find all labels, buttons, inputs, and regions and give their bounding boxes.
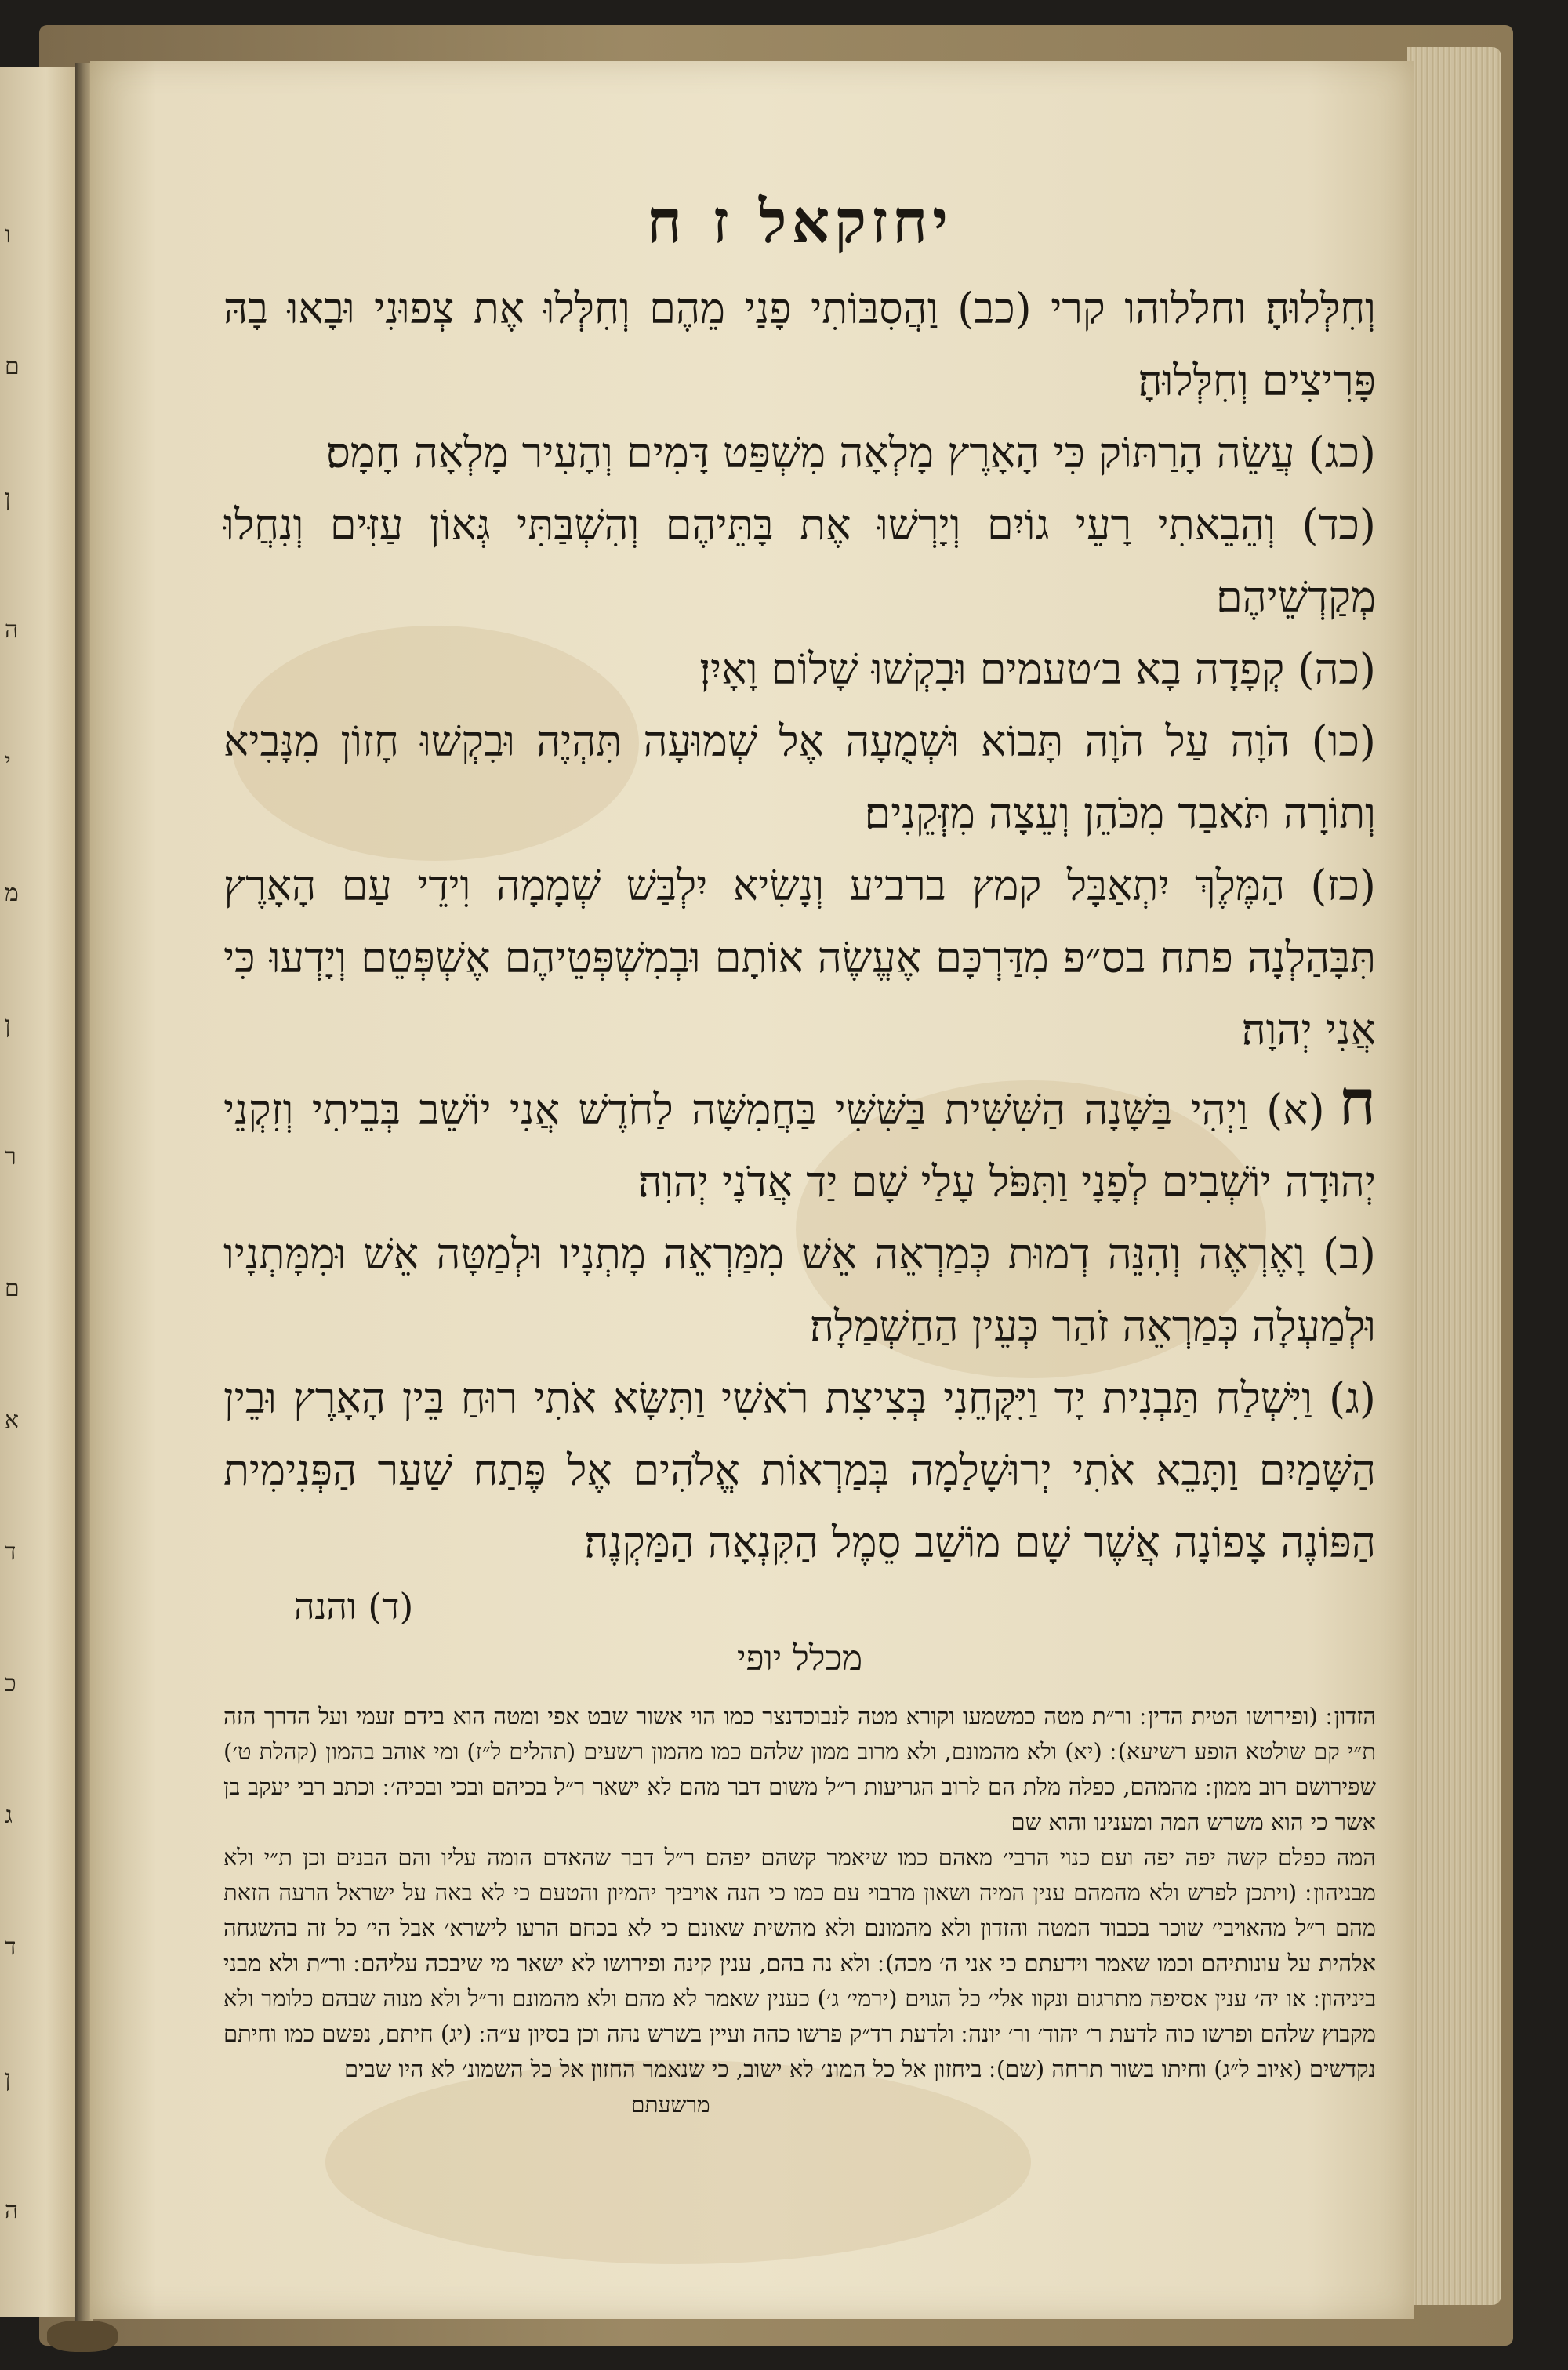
commentary-text bbox=[223, 1699, 1376, 2087]
verse: (א) וַיְהִי בַּשָּׁנָה הַשִּׁשִּׁית בַּשִּׁשִּׁי בַּחֲמִשָּׁה לַחֹדֶשׁ אֲנִי יוֹשֵׁב בְּבֵיתִי וְזִקְנֵי יְהוּדָה יוֹשְׁבִים לְפָנָי וַתִּפֹּל עָלַי שָׁם יַד אֲדֹנָי יְהוִה׃ bbox=[223, 1085, 1376, 1207]
left-page-letter: ה bbox=[5, 616, 19, 644]
left-page-letter: ן bbox=[5, 485, 11, 512]
commentary-catchword: מרשעתם bbox=[631, 2092, 710, 2118]
scripture-text bbox=[223, 273, 1376, 1579]
running-head: יחזקאל ז ח bbox=[646, 187, 953, 256]
verse: (כו) הֹוָה עַל הֹוָה תָּבוֹא וּשְׁמֻעָה אֶל שְׁמוּעָה תִּהְיֶה וּבִקְשׁוּ חָזוֹן מִנָּבִיא וְתוֹרָה תֹּאבַד מִכֹּהֵן וְעֵצָה מִזְּקֵנִים׃ bbox=[223, 717, 1376, 838]
verse: (ג) וַיִּשְׁלַח תַּבְנִית יָד וַיִּקָּחֵנִי בְּצִיצִת רֹאשִׁי וַתִּשָּׂא אֹתִי רוּחַ בֵּין הָאָרֶץ וּבֵין הַשָּׁמַיִם וַתָּבֵא אֹתִי יְרוּשָׁלַמָה בְּמַרְאוֹת אֱלֹהִים אֶל פֶּתַח שַׁעַר הַפְּנִימִית הַפּוֹנֶה צָפוֹנָה אֲשֶׁר שָׁם מוֹשַׁב סֵמֶל הַקִּנְאָה הַמַּקְנֶה׃ bbox=[223, 1374, 1376, 1567]
verse: (כד) וְהֵבֵאתִי רָעֵי גוֹיִם וְיָרְשׁוּ אֶת בָּתֵּיהֶם וְהִשְׁבַּתִּי גְּאוֹן עַזִּים וְנִחֲלוּ מְקַדְשֵׁיהֶם׃ bbox=[223, 500, 1376, 622]
verse: (ב) וָאֶרְאֶה וְהִנֵּה דְמוּת כְּמַרְאֵה אֵשׁ מִמַּרְאֵה מָתְנָיו וּלְמַטָּה אֵשׁ וּמִמָּתְנָיו וּלְמַעְלָה כְּמַרְאֵה זֹהַר כְּעֵין הַחַשְׁמַלָה׃ bbox=[223, 1229, 1376, 1351]
left-page-letter: ה bbox=[5, 2197, 19, 2224]
right-page bbox=[90, 61, 1414, 2319]
left-page-fragment bbox=[0, 67, 77, 2317]
left-page-letter: ם bbox=[5, 353, 20, 380]
chapter-number: ח bbox=[1338, 1065, 1376, 1139]
left-page-letter: ן bbox=[5, 1011, 11, 1039]
page-edges bbox=[1407, 47, 1501, 2305]
chapter-opening bbox=[223, 1066, 1376, 1218]
verse: (כה) קְפָדָה בָא ב׳טעמים וּבִקְשׁוּ שָׁלוֹם וָאָיִן׃ bbox=[699, 644, 1376, 694]
left-page-letter: ג bbox=[5, 1802, 13, 1829]
verse: וְחִלְּלוּהָ׃ וחללוהו קרי (כב) וַהֲסִבּוֹתִי פָנַי מֵהֶם וְחִלְּלוּ אֶת צְפוּנִי וּבָאוּ בָהּ פָּרִיצִים וְחִלְּלוּהָ׃ bbox=[223, 284, 1376, 405]
commentary-paragraph: הזדון ׃ (ופירושו הטית הדין ׃ ור״ת מטה כמשמעו וקורא מטה לנבוכדנצר כמו הוי אשור שבט אפי ומטה הוא בידם זעמי ועל הדרך הזה ת״י קם שולטא הופע רשיעא) ׃ (יא) ולא מהמונם, ולא מרוב ממון שלהם כמו מהמון רשעים (תהלים ל״ז) ומי אוהב בהמון (קהלת ט׳) שפירושם רוב ממון ׃ מהמהם, כפלה מלת הם לרוב הגריעות ר״ל משום דבר מהם לא ישאר ר״ל בכיהם ובכי ובכיה׳ ׃ וכתב רבי יעקב בן אשר כי הוא משרש המה ומענינו והוא שם bbox=[223, 1703, 1376, 1835]
left-page-letter: ד bbox=[5, 1538, 16, 1566]
left-page-letter: ד bbox=[5, 1933, 16, 1961]
left-page-letter: כ bbox=[5, 1670, 16, 1697]
left-page-letter: ר bbox=[5, 1143, 16, 1170]
page-content bbox=[223, 179, 1376, 2118]
verse: (כג) עֲשֵׂה הָרַתּוֹק כִּי הָאָרֶץ מָלְאָה מִשְׁפַּט דָּמִים וְהָעִיר מָלְאָה חָמָס׃ bbox=[325, 428, 1376, 477]
left-page-letter: ם bbox=[5, 1275, 20, 1302]
page-damage bbox=[47, 2321, 118, 2352]
left-page-letter: ן bbox=[5, 2065, 11, 2092]
left-page-letter: ו bbox=[5, 221, 11, 249]
catchword: (ד) והנה bbox=[294, 1585, 414, 1628]
commentary-paragraph: המה כפלם קשה יפה יפה ועם כנוי הרבי׳ מאהם כמו שיאמר קשהם יפהם ר״ל דבר שהאדם הומה עליו והם הבנים וכן ת״י ולא מבניהון ׃ (ויתכן לפרש ולא מהמהם ענין המיה ושאון מרבוי עם כמו כי הנה אויביך יהמיון והטעם כי לא באה על ישראל הרעה הזאת מהם ר״ל מהאויבי׳ שוכר בכבוד המטה והזדון ולא מהמונם ולא מהשית שאונם כי לא בכחם הרעו לישרא׳ אבל הי׳ כל זה בהשגחה אלהית על עונותיהם וכמו שאמר וידעתם כי אני ה׳ מכה) ׃ ולא נה בהם, ענין קינה ופירושו לא ישאר מי שיבכה עליהם ׃ ור״ת ולא מבני ביניהון ׃ או יה׳ ענין אסיפה מתרגום ונקוו אלי׳ כל הגוים (ירמי׳ ג׳) כענין שאמר לא מהם ולא מהמונם ור״ל ולא מנוה שבהם כלומר ולא מקבוץ שלהם ופרשו כוה לדעת ר׳ יהוד׳ ור׳ יונה ׃ ולדעת רד״ק פרשו כהה ועיין בשרש נהה וכן בסיון ע״ה ׃ (יג) חיתם, נפשם כמו וחיתם נקדשים (איוב ל״ג) וחיתו בשור תרחה (שם) ׃ ביחזון אל כל המונ׳ לא ישוב, כי שנאמר החזון אל כל השמונ׳ לא היו שבים bbox=[223, 1844, 1376, 2082]
left-page-letter: י bbox=[5, 748, 11, 775]
left-page-letter: א bbox=[5, 1406, 20, 1434]
verse: (כז) הַמֶּלֶךְ יִתְאַבָּל קמץ ברביע וְנָשִׂיא יִלְבַּשׁ שְׁמָמָה וִידֵי עַם הָאָרֶץ תִּבָּהַלְנָה פתח בס״פ מִדַּרְכָּם אֶעֱשֶׂה אוֹתָם וּבְמִשְׁפְּטֵיהֶם אֶשְׁפְּטֵם וְיָדְעוּ כִּי אֲנִי יְהוָה׃ bbox=[223, 861, 1376, 1054]
left-page-letter: מ bbox=[5, 880, 19, 907]
commentary-title: מכלל יופי bbox=[736, 1639, 863, 1679]
